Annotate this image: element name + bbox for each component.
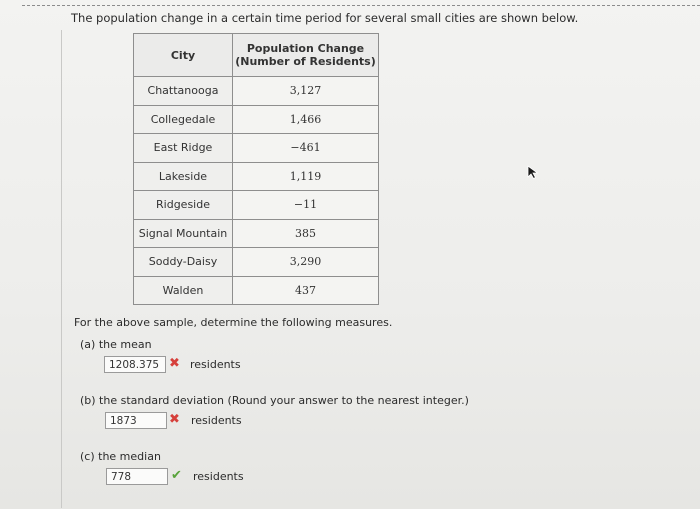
- header-change-line1: Population Change: [246, 42, 365, 55]
- mean-answer-input[interactable]: 1208.375: [104, 356, 166, 373]
- table-row: [134, 162, 379, 191]
- question-a-label: (a) the mean: [80, 338, 152, 351]
- check-mark-icon: ✔: [171, 468, 182, 483]
- intro-text: The population change in a certain time period for several small cities are shown below.: [71, 11, 579, 25]
- change-cell: −461: [233, 134, 379, 163]
- header-change-line2: (Number of Residents): [235, 55, 376, 68]
- table-row: [134, 77, 379, 106]
- city-cell: Soddy-Daisy: [134, 248, 233, 277]
- change-cell: 1,119: [233, 162, 379, 191]
- median-unit: residents: [193, 470, 244, 483]
- change-cell: 3,127: [233, 77, 379, 106]
- table-row: [134, 276, 379, 305]
- city-cell: Collegedale: [134, 105, 233, 134]
- change-cell: 3,290: [233, 248, 379, 277]
- table-row: [134, 105, 379, 134]
- question-b-label: (b) the standard deviation (Round your answer to the nearest integer.): [80, 394, 469, 407]
- x-mark-icon: ✖: [169, 412, 180, 427]
- top-divider: [22, 5, 700, 6]
- population-table: [133, 33, 379, 305]
- city-cell: Ridgeside: [134, 191, 233, 220]
- city-cell: Signal Mountain: [134, 219, 233, 248]
- city-cell: Chattanooga: [134, 77, 233, 106]
- mouse-cursor-icon: [527, 165, 539, 179]
- header-city: City: [134, 34, 233, 77]
- table-row: [134, 248, 379, 277]
- std-dev-unit: residents: [191, 414, 242, 427]
- instruction-text: For the above sample, determine the following measures.: [74, 316, 393, 329]
- left-divider: [61, 30, 62, 508]
- x-mark-icon: ✖: [169, 356, 180, 371]
- change-cell: 1,466: [233, 105, 379, 134]
- table-row: [134, 191, 379, 220]
- std-dev-answer-input[interactable]: 1873: [105, 412, 167, 429]
- change-cell: 437: [233, 276, 379, 305]
- table-row: [134, 219, 379, 248]
- city-cell: East Ridge: [134, 134, 233, 163]
- city-cell: Walden: [134, 276, 233, 305]
- change-cell: −11: [233, 191, 379, 220]
- mean-unit: residents: [190, 358, 241, 371]
- city-cell: Lakeside: [134, 162, 233, 191]
- median-answer-input[interactable]: 778: [106, 468, 168, 485]
- question-c-label: (c) the median: [80, 450, 161, 463]
- header-population-change: [233, 34, 379, 77]
- change-cell: 385: [233, 219, 379, 248]
- table-header-row: [134, 34, 379, 77]
- table-row: [134, 134, 379, 163]
